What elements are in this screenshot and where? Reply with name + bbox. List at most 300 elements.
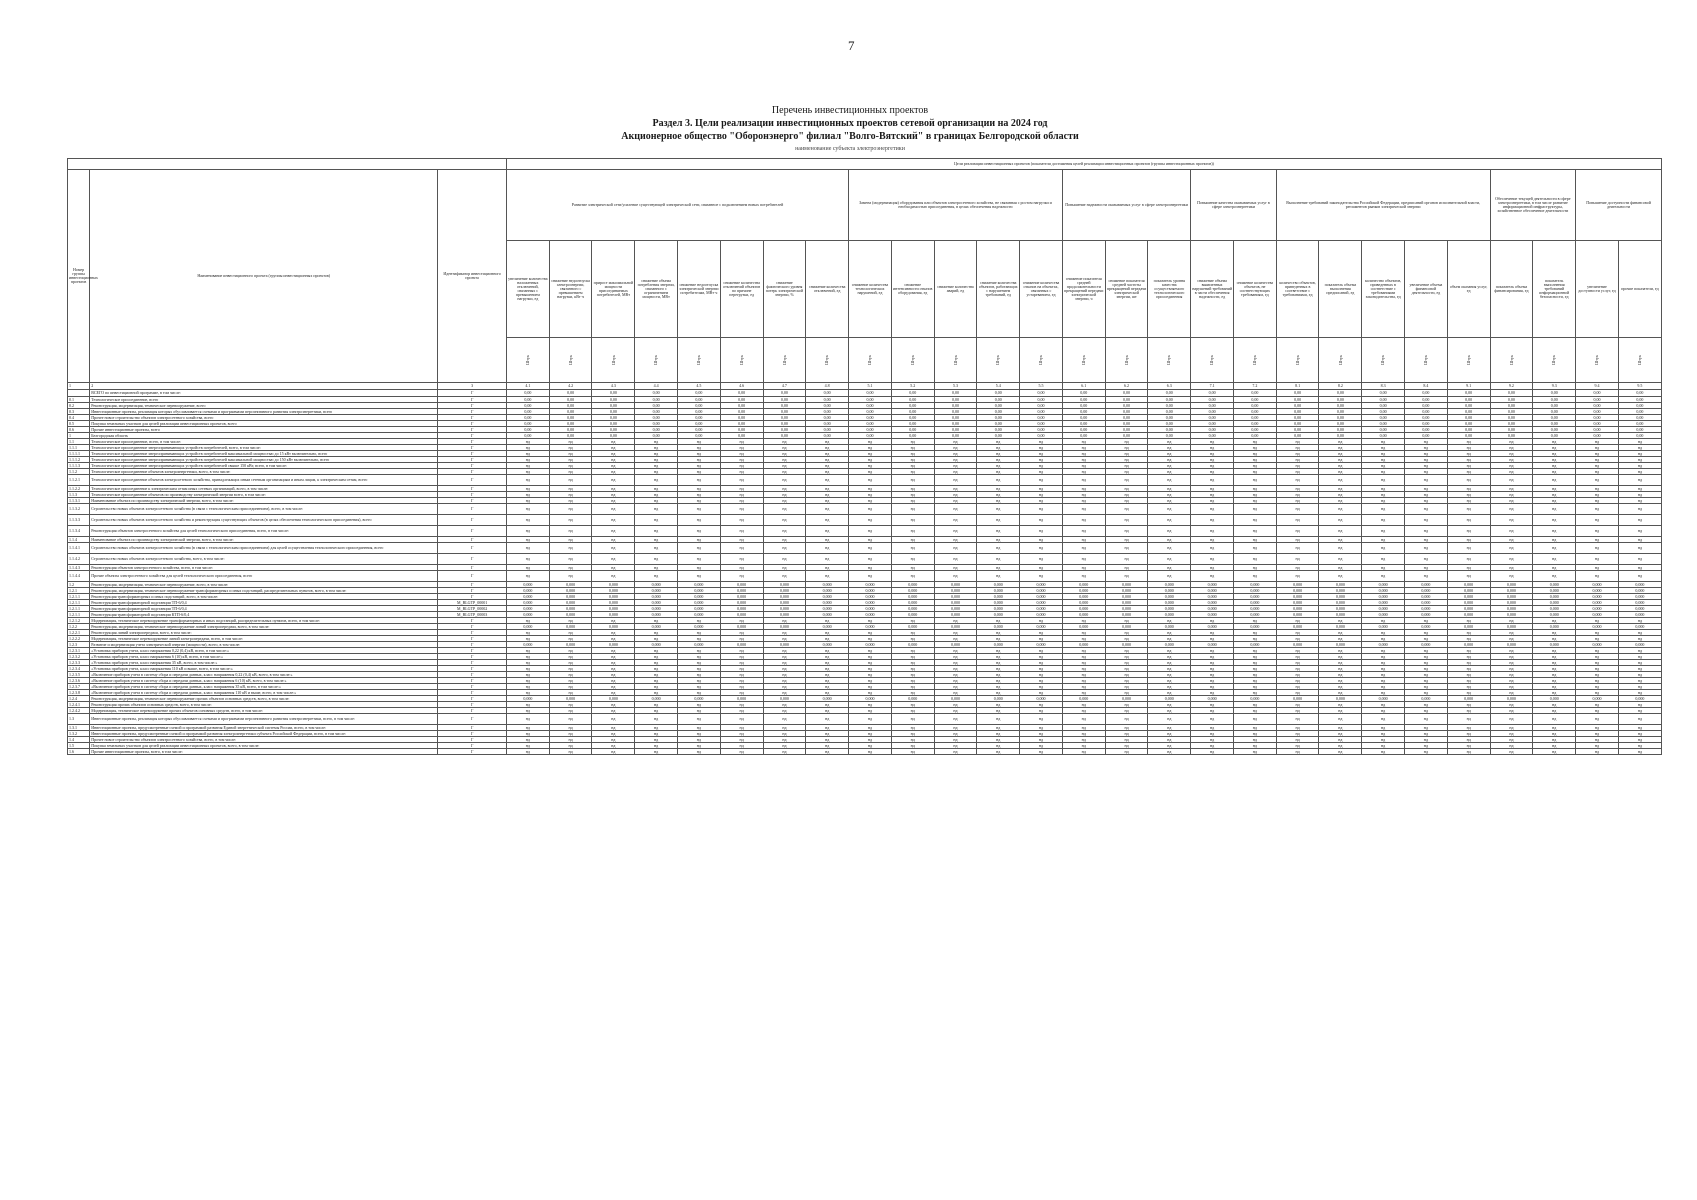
row-value-cell: 0,000 (806, 642, 849, 648)
row-value-cell: 0,00 (763, 409, 806, 415)
header-unit-10 (891, 338, 934, 383)
row-value-cell: нд (1062, 537, 1105, 543)
row-value-cell: нд (1105, 492, 1148, 498)
row-value-cell: нд (506, 439, 549, 445)
row-value-cell: нд (720, 714, 763, 725)
row-value-cell: нд (1276, 660, 1319, 666)
row-value-cell: нд (1405, 439, 1448, 445)
row-value-cell: нд (1191, 708, 1234, 714)
table-body (68, 383, 1662, 755)
row-value-cell: 0,00 (1576, 390, 1619, 397)
row-value-cell: нд (1490, 636, 1533, 642)
row-value-cell: 0,000 (1576, 582, 1619, 588)
row-value-cell: нд (891, 463, 934, 469)
row-value-cell: нд (678, 504, 721, 515)
row-value-cell: 0,00 (1062, 427, 1105, 433)
row-value-cell: нд (977, 475, 1020, 486)
row-value-cell: 0,000 (506, 696, 549, 702)
row-value-cell: нд (1490, 451, 1533, 457)
row-value-cell: нд (1576, 498, 1619, 504)
row-value-cell: нд (720, 678, 763, 684)
row-value-cell: нд (1490, 749, 1533, 755)
row-value-cell: нд (1362, 526, 1405, 537)
row-value-cell: 0,00 (1319, 403, 1362, 409)
row-value-cell: нд (1105, 554, 1148, 565)
row-value-cell: нд (1191, 737, 1234, 743)
row-value-cell: нд (1576, 666, 1619, 672)
row-value-cell: нд (1319, 702, 1362, 708)
row-value-cell: 0,000 (506, 594, 549, 600)
row-value-cell: нд (1020, 725, 1063, 731)
row-value-cell: 0,00 (720, 421, 763, 427)
row-value-cell: нд (1618, 737, 1661, 743)
row-value-cell: нд (1490, 618, 1533, 624)
row-value-cell: нд (720, 684, 763, 690)
row-value-cell: 0,00 (678, 433, 721, 439)
row-value-cell: 0,00 (934, 421, 977, 427)
row-value-cell: нд (1062, 486, 1105, 492)
row-value-cell: нд (549, 630, 592, 636)
row-project-id: Г (438, 403, 507, 409)
row-value-cell: 0,000 (635, 606, 678, 612)
row-value-cell: 0,00 (1447, 415, 1490, 421)
row-value-cell: нд (506, 660, 549, 666)
row-value-cell: нд (1276, 690, 1319, 696)
row-value-cell: 0,00 (592, 421, 635, 427)
row-value-cell: 0,00 (1276, 403, 1319, 409)
row-value-cell: 0,00 (1105, 390, 1148, 397)
row-value-cell: нд (635, 439, 678, 445)
row-value-cell: 0,000 (1618, 594, 1661, 600)
row-value-cell: 0,000 (1618, 588, 1661, 594)
row-value-cell: 0,00 (592, 397, 635, 403)
row-value-cell: нд (806, 543, 849, 554)
row-value-cell: нд (1576, 543, 1619, 554)
row-value-cell: 0,000 (1276, 588, 1319, 594)
row-number: 1.2.2.1 (68, 630, 90, 636)
row-value-cell: нд (1233, 515, 1276, 526)
row-value-cell: 0,000 (1191, 606, 1234, 612)
row-value-cell: 0,00 (763, 397, 806, 403)
row-value-cell: нд (1362, 451, 1405, 457)
row-value-cell: нд (1233, 737, 1276, 743)
row-value-cell: 0,00 (1191, 433, 1234, 439)
row-value-cell: нд (506, 636, 549, 642)
row-value-cell: нд (678, 475, 721, 486)
row-value-cell: нд (1319, 571, 1362, 582)
row-value-cell: нд (1618, 749, 1661, 755)
row-number: 1.2.4.2 (68, 708, 90, 714)
row-value-cell: нд (1148, 731, 1191, 737)
row-value-cell: нд (1362, 648, 1405, 654)
row-value-cell: нд (678, 554, 721, 565)
row-value-cell: нд (1105, 690, 1148, 696)
row-value-cell: 0,000 (1191, 594, 1234, 600)
row-value-cell: нд (1319, 737, 1362, 743)
row-value-cell: нд (506, 731, 549, 737)
row-value-cell: 0,00 (720, 427, 763, 433)
row-value-cell: нд (1020, 571, 1063, 582)
row-value-cell: нд (1191, 554, 1234, 565)
row-value-cell: нд (549, 714, 592, 725)
row-value-cell: нд (1020, 565, 1063, 571)
row-value-cell: 0,00 (1062, 433, 1105, 439)
unit-label: Штук (1294, 355, 1300, 365)
row-value-cell: 4.7 (763, 383, 806, 390)
row-project-id: Г (438, 684, 507, 690)
header-unit-24 (1490, 338, 1533, 383)
row-value-cell: нд (1020, 451, 1063, 457)
row-value-cell: 0,00 (1490, 409, 1533, 415)
row-value-cell: 0,00 (849, 409, 892, 415)
table-row (68, 526, 1662, 537)
row-project-name: Наименование объекта по производству электрической энергии, всего, в том числе: (90, 537, 438, 543)
row-value-cell: нд (1362, 475, 1405, 486)
row-value-cell: нд (934, 737, 977, 743)
row-value-cell: нд (849, 630, 892, 636)
row-value-cell: нд (549, 463, 592, 469)
row-value-cell: нд (763, 515, 806, 526)
row-value-cell: нд (849, 708, 892, 714)
row-value-cell: нд (849, 737, 892, 743)
row-value-cell: 0,000 (1533, 582, 1576, 588)
row-value-cell: 0,000 (1362, 606, 1405, 612)
row-value-cell: нд (1618, 515, 1661, 526)
row-value-cell: нд (1405, 648, 1448, 654)
row-value-cell: нд (1618, 648, 1661, 654)
row-value-cell: нд (1533, 714, 1576, 725)
row-value-cell: нд (934, 731, 977, 737)
row-value-cell: 0,000 (635, 612, 678, 618)
row-value-cell: 0,000 (891, 582, 934, 588)
row-value-cell: нд (1447, 469, 1490, 475)
header-indicator-4: снижение объема потребления энергии, связанного с ограничением мощности, МВт (635, 241, 678, 338)
row-value-cell: нд (549, 660, 592, 666)
row-number: 1 (68, 383, 90, 390)
row-value-cell: 0,00 (1576, 421, 1619, 427)
row-value-cell: нд (1405, 565, 1448, 571)
row-value-cell: 0,00 (1405, 421, 1448, 427)
row-value-cell: 0,000 (806, 594, 849, 600)
row-value-cell: нд (1233, 654, 1276, 660)
row-value-cell: нд (1533, 731, 1576, 737)
row-value-cell: нд (635, 708, 678, 714)
row-value-cell: нд (1191, 702, 1234, 708)
row-value-cell: нд (592, 504, 635, 515)
row-value-cell: нд (1062, 743, 1105, 749)
row-value-cell: нд (549, 498, 592, 504)
row-value-cell: 0,00 (506, 421, 549, 427)
row-project-name: Прочее новое строительство объектов электросетевого хозяйства, всего, в том числе: (90, 737, 438, 743)
row-value-cell: нд (549, 678, 592, 684)
row-value-cell: 0,000 (635, 642, 678, 648)
row-value-cell: нд (1148, 475, 1191, 486)
row-value-cell: 0,00 (549, 415, 592, 421)
row-value-cell: нд (806, 451, 849, 457)
row-value-cell: 0,000 (1020, 600, 1063, 606)
row-value-cell: 0,00 (1233, 397, 1276, 403)
row-value-cell: нд (1490, 737, 1533, 743)
row-value-cell: 0,00 (1148, 397, 1191, 403)
row-value-cell: 0,000 (1405, 696, 1448, 702)
row-value-cell: нд (1062, 475, 1105, 486)
row-value-cell: 0,000 (506, 606, 549, 612)
row-value-cell: 0,00 (1319, 415, 1362, 421)
row-value-cell: нд (635, 451, 678, 457)
row-value-cell: 0,000 (1490, 600, 1533, 606)
header-unit-18 (1233, 338, 1276, 383)
row-value-cell: нд (1191, 492, 1234, 498)
row-value-cell: нд (1405, 660, 1448, 666)
row-value-cell: 0,00 (1490, 427, 1533, 433)
row-value-cell: 0,00 (1062, 397, 1105, 403)
row-value-cell: нд (1490, 725, 1533, 731)
row-value-cell: 0,000 (549, 612, 592, 618)
row-value-cell: нд (1533, 708, 1576, 714)
row-project-name: Прочие объекты электросетевого хозяйства для целей технологического присоединения, всего (90, 571, 438, 582)
row-value-cell: нд (1618, 636, 1661, 642)
row-value-cell: 4.5 (678, 383, 721, 390)
header-indicator-24: показатель объема финансирования, ед (1490, 241, 1533, 338)
row-project-id: Г (438, 390, 507, 397)
row-value-cell: 0,00 (977, 427, 1020, 433)
row-value-cell: нд (1191, 486, 1234, 492)
row-value-cell: нд (678, 648, 721, 654)
row-value-cell: нд (1233, 630, 1276, 636)
row-value-cell: 0,00 (1062, 403, 1105, 409)
row-value-cell: нд (1148, 749, 1191, 755)
row-value-cell: нд (678, 630, 721, 636)
row-value-cell: нд (806, 648, 849, 654)
row-value-cell: 0,000 (549, 588, 592, 594)
row-value-cell: 5.3 (934, 383, 977, 390)
row-value-cell: 0,000 (934, 582, 977, 588)
row-number: 1.2.3.6 (68, 678, 90, 684)
row-value-cell: 0,000 (1490, 594, 1533, 600)
row-project-name: «Установка приборов учета, класс напряжения 6 (10) кВ, всего, в том числе:» (90, 654, 438, 660)
row-value-cell: нд (1319, 537, 1362, 543)
row-value-cell: нд (1618, 743, 1661, 749)
row-value-cell: 0,000 (1020, 606, 1063, 612)
row-value-cell: 7.2 (1233, 383, 1276, 390)
row-number: 1.1.1.1 (68, 451, 90, 457)
row-value-cell: нд (806, 684, 849, 690)
row-value-cell: 0,00 (891, 415, 934, 421)
row-value-cell: нд (506, 737, 549, 743)
row-value-cell: нд (1191, 630, 1234, 636)
row-number: 1.2.1 (68, 588, 90, 594)
row-value-cell: нд (1191, 731, 1234, 737)
row-value-cell: 9.4 (1576, 383, 1619, 390)
row-value-cell: 0,000 (1533, 612, 1576, 618)
row-value-cell: нд (1319, 492, 1362, 498)
row-value-cell: нд (891, 636, 934, 642)
row-value-cell: нд (1233, 457, 1276, 463)
row-project-name: Технологическое присоединение объектов электроэнергетики, всего, в том числе: (90, 469, 438, 475)
row-value-cell: нд (806, 475, 849, 486)
row-value-cell: нд (1490, 486, 1533, 492)
row-value-cell: 0,00 (1405, 403, 1448, 409)
row-value-cell: 0,000 (1490, 582, 1533, 588)
row-value-cell: нд (1148, 690, 1191, 696)
row-value-cell: нд (1533, 451, 1576, 457)
row-value-cell: 0,000 (1105, 600, 1148, 606)
row-value-cell: нд (1191, 504, 1234, 515)
row-value-cell: 0,000 (763, 594, 806, 600)
row-value-cell: нд (1319, 445, 1362, 451)
row-value-cell: нд (1191, 660, 1234, 666)
row-value-cell: нд (891, 660, 934, 666)
row-value-cell: 0,00 (1148, 403, 1191, 409)
row-value-cell: нд (891, 725, 934, 731)
row-value-cell: нд (720, 749, 763, 755)
row-value-cell: нд (1062, 571, 1105, 582)
row-value-cell: нд (1062, 451, 1105, 457)
row-value-cell: нд (1447, 666, 1490, 672)
row-value-cell: нд (1191, 743, 1234, 749)
row-value-cell: нд (1062, 666, 1105, 672)
row-value-cell: нд (1490, 702, 1533, 708)
row-value-cell: нд (549, 636, 592, 642)
row-value-cell: 0,00 (1233, 409, 1276, 415)
row-value-cell: нд (977, 731, 1020, 737)
row-value-cell: нд (763, 618, 806, 624)
row-value-cell: нд (934, 684, 977, 690)
row-value-cell: 0,000 (891, 594, 934, 600)
header-unit-8 (806, 338, 849, 383)
row-value-cell: нд (1148, 571, 1191, 582)
row-value-cell: нд (1105, 678, 1148, 684)
row-value-cell: нд (1276, 475, 1319, 486)
row-value-cell: нд (1362, 731, 1405, 737)
header-unit-16 (1148, 338, 1191, 383)
row-value-cell: нд (1405, 684, 1448, 690)
row-project-id: Г (438, 498, 507, 504)
investment-table-sheet (67, 158, 1662, 1026)
row-value-cell: 0,00 (806, 397, 849, 403)
row-value-cell: нд (1490, 672, 1533, 678)
row-value-cell: нд (592, 537, 635, 543)
row-value-cell: нд (506, 654, 549, 660)
row-value-cell: нд (1576, 654, 1619, 660)
row-value-cell: 5.5 (1020, 383, 1063, 390)
row-value-cell: 0,00 (1576, 403, 1619, 409)
row-value-cell: нд (1447, 571, 1490, 582)
row-value-cell: 4.8 (806, 383, 849, 390)
row-value-cell: нд (1233, 690, 1276, 696)
row-value-cell: нд (977, 672, 1020, 678)
row-value-cell: 0,00 (1062, 421, 1105, 427)
row-value-cell: 0,00 (1319, 397, 1362, 403)
row-value-cell: 0,000 (1020, 588, 1063, 594)
row-value-cell: 0,000 (549, 642, 592, 648)
row-value-cell: нд (1148, 666, 1191, 672)
row-value-cell: нд (1405, 731, 1448, 737)
row-value-cell: нд (1618, 708, 1661, 714)
row-value-cell: нд (1105, 618, 1148, 624)
row-value-cell: нд (635, 737, 678, 743)
row-project-id: Г (438, 445, 507, 451)
row-value-cell: нд (1618, 537, 1661, 543)
row-value-cell: 0,00 (678, 409, 721, 415)
row-value-cell: нд (977, 526, 1020, 537)
row-value-cell: 0,00 (506, 415, 549, 421)
row-value-cell: нд (1533, 571, 1576, 582)
row-value-cell: нд (806, 463, 849, 469)
row-value-cell: нд (635, 445, 678, 451)
row-value-cell: 0,000 (720, 696, 763, 702)
row-value-cell: 0,00 (891, 403, 934, 409)
row-value-cell: 0,00 (934, 403, 977, 409)
row-number: 1.2 (68, 582, 90, 588)
row-project-id: Г (438, 469, 507, 475)
row-value-cell: 0,00 (1405, 433, 1448, 439)
row-value-cell: нд (1533, 648, 1576, 654)
row-value-cell: нд (720, 445, 763, 451)
row-value-cell: 0,000 (849, 606, 892, 612)
row-project-name: Покупка земельных участков для целей реализации инвестиционных проектов, всего, в том числе: (90, 743, 438, 749)
row-value-cell: 0,00 (1105, 409, 1148, 415)
row-value-cell: нд (549, 492, 592, 498)
row-value-cell: нд (1020, 737, 1063, 743)
row-value-cell: 0,00 (1447, 427, 1490, 433)
row-value-cell: нд (891, 515, 934, 526)
row-value-cell: нд (763, 678, 806, 684)
row-value-cell: 0,00 (977, 403, 1020, 409)
unit-label: Штук (1422, 355, 1428, 365)
row-value-cell: нд (720, 451, 763, 457)
row-value-cell: 0,00 (635, 397, 678, 403)
row-value-cell: 0,000 (1362, 624, 1405, 630)
header-unit-11 (934, 338, 977, 383)
row-value-cell: нд (1020, 445, 1063, 451)
row-value-cell: нд (763, 737, 806, 743)
header-indicator-16: показатель уровня качества осуществляемого технологического присоединения (1148, 241, 1191, 338)
row-value-cell: 0,000 (549, 582, 592, 588)
row-value-cell: нд (1576, 678, 1619, 684)
row-value-cell: 0,00 (1618, 415, 1661, 421)
row-value-cell: 0,00 (1319, 421, 1362, 427)
row-value-cell: нд (1490, 678, 1533, 684)
row-value-cell: нд (1533, 498, 1576, 504)
row-value-cell: нд (849, 702, 892, 708)
row-value-cell: 5.2 (891, 383, 934, 390)
row-number: 1.2.4.1 (68, 702, 90, 708)
row-value-cell: нд (806, 690, 849, 696)
row-value-cell: нд (1233, 666, 1276, 672)
row-value-cell: нд (1062, 737, 1105, 743)
row-value-cell: нд (763, 672, 806, 678)
row-value-cell: нд (934, 554, 977, 565)
row-value-cell: нд (1233, 660, 1276, 666)
row-value-cell: нд (1576, 515, 1619, 526)
title-line-1: Перечень инвестиционных проектов (771, 105, 929, 116)
row-value-cell: нд (1362, 636, 1405, 642)
row-value-cell: 0,00 (592, 433, 635, 439)
row-value-cell: нд (849, 445, 892, 451)
row-value-cell: нд (1062, 660, 1105, 666)
row-value-cell: 0,00 (549, 390, 592, 397)
row-value-cell: нд (1618, 565, 1661, 571)
row-value-cell: 0,00 (891, 397, 934, 403)
row-value-cell: нд (1362, 749, 1405, 755)
table-row (68, 588, 1662, 594)
row-value-cell: нд (1276, 571, 1319, 582)
row-value-cell: нд (1319, 498, 1362, 504)
row-project-name: Реконструкция трансформаторных и иных подстанций, всего, в том числе: (90, 594, 438, 600)
row-value-cell: 0,000 (592, 612, 635, 618)
row-value-cell: 6.2 (1105, 383, 1148, 390)
